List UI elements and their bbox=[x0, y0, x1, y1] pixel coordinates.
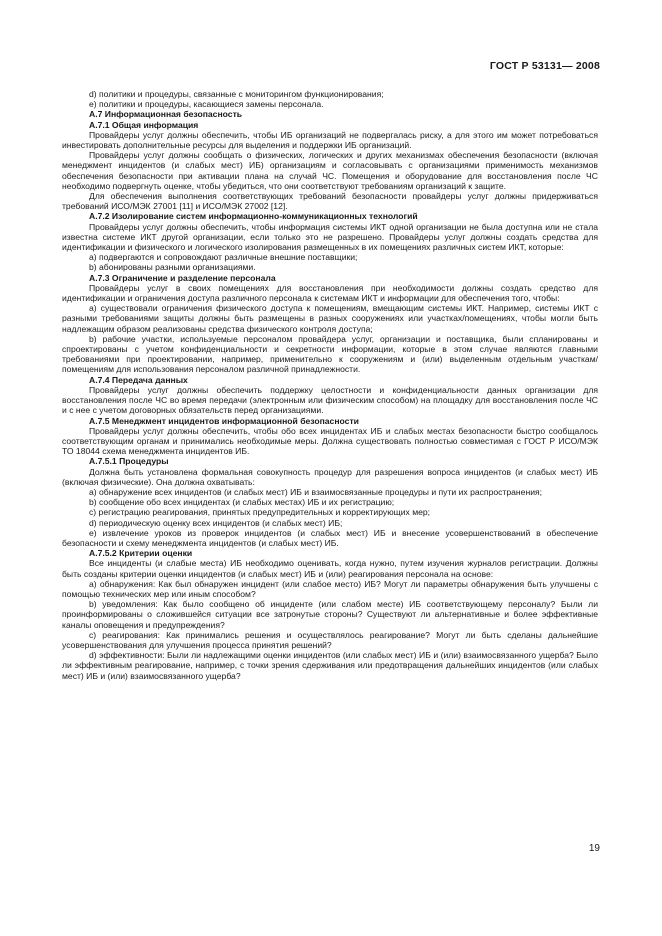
list-item: b) абонированы разными организациями. bbox=[89, 262, 256, 273]
paragraph: Провайдеры услуг должны обеспечить поддержку целостности и конфиденциальности данных организации для восстановления после ЧС во время передачи (электронным или физическим способом) на площадку для восстановления после ЧС и с нее с учетом договорных обязательств перед организациями. bbox=[62, 384, 598, 416]
list-item: b) рабочие участки, используемые персоналом провайдера услуг, организации и поставщика, были спланированы и спроектированы с учетом конфиденциальности и секретности информации, которые в этом случае являются главными требованиями при проектировании, например, применительно к сооружениям и (или) выделенным отдельным участкам/помещениям для использования персоналом различной принадлежности. bbox=[62, 333, 598, 375]
standard-header: ГОСТ Р 53131— 2008 bbox=[489, 60, 600, 72]
paragraph: Провайдеры услуг в своих помещениях для восстановления при необходимости должны создать средство для идентификации и ограничения доступа различного персонала к системам ИКТ и информации для обеспечения того, чтобы: bbox=[62, 282, 598, 304]
heading-a7-1: А.7.1 Общая информация bbox=[89, 119, 199, 130]
heading-a7-5-2: А.7.5.2 Критерии оценки bbox=[89, 548, 193, 559]
list-item: a) существовали ограничения физического доступа к помещениям, вмещающим системы ИКТ. Например, системы ИКТ с разными требованиями защиты должны быть размещены в разных сооружениях или участках/помещениях, чтобы могли быть надлежащим образом реализованы средства физического контроля доступа; bbox=[62, 303, 598, 334]
list-item: c) регистрацию реагирования, принятых предупредительных и корректирующих мер; bbox=[89, 507, 431, 518]
list-item-e-policies-personnel: e) политики и процедуры, касающиеся замены персонала. bbox=[89, 99, 324, 110]
paragraph: Провайдеры услуг должны обеспечить, чтобы ИБ организаций не подвергалась риску, а для этого им может потребоваться инвестировать дополнительные ресурсы для выделения и поддержки ИБ организаций. bbox=[62, 129, 598, 151]
heading-a7: А.7 Информационная безопасность bbox=[89, 109, 243, 120]
heading-a7-2: А.7.2 Изолирование систем информационно-коммуникационных технологий bbox=[89, 211, 418, 222]
page-number: 19 bbox=[588, 843, 600, 854]
paragraph: Все инциденты (и слабые места) ИБ необходимо оценивать, когда нужно, путем изучения журналов регистрации. Должны быть созданы критерии оценки инцидентов (и слабых мест) ИБ и (или) реагирования персонала на основе: bbox=[62, 558, 598, 579]
list-item-d-policies-monitoring: d) политики и процедуры, связанные с мониторингом функционирования; bbox=[89, 89, 384, 99]
list-item: d) эффективности: Были ли надлежащими оценки инцидентов (или слабых мест) ИБ и (или) взаимосвязанного ущерба? Было ли эффективным реагирование, например, с точки зрения сдерживания или предотвращения дальнейших инцидентов (или слабых мест) ИБ и (или) взаимосвязанного ущерба? bbox=[62, 650, 598, 681]
heading-a7-5-1: А.7.5.1 Процедуры bbox=[89, 456, 169, 467]
heading-a7-4: А.7.4 Передача данных bbox=[89, 374, 188, 385]
list-item: e) извлечение уроков из проверок инцидентов (и слабых мест) ИБ и внесение усовершенствований в обеспечение безопасности и схему менеджмента инцидентов (и слабых мест) ИБ. bbox=[62, 527, 598, 548]
paragraph: Должна быть установлена формальная совокупность процедур для разрешения вопроса инцидентов (и слабых мест) ИБ (включая физические). Она должна охватывать: bbox=[62, 466, 598, 487]
list-item: c) реагирования: Как принимались решения и осуществлялось реагирование? Могут ли быть сделаны дальнейшие усовершенствования для улучшения процесса принятия решений? bbox=[62, 629, 598, 650]
paragraph: Для обеспечения выполнения соответствующих требований безопасности провайдеры услуг должны придерживаться требований ИСО/МЭК 27001 [11] и ИСО/МЭК 27002 [12]. bbox=[62, 191, 598, 212]
heading-a7-3: А.7.3 Ограничение и разделение персонала bbox=[89, 272, 276, 283]
list-item: a) обнаружение всех инцидентов (и слабых мест) ИБ и взаимосвязанные процедуры и пути их распространения; bbox=[89, 486, 543, 497]
heading-a7-5: А.7.5 Менеджмент инцидентов информационной безопасности bbox=[89, 415, 359, 426]
list-item: a) подвергаются и сопровождают различные внешние поставщики; bbox=[89, 252, 358, 263]
paragraph: Провайдеры услуг должны сообщать о физических, логических и других механизмах обеспечения безопасности (включая менеджмент инцидентов (и слабых мест) ИБ) организациям и согласовывать с организациями применимость механизмов обеспечения безопасности при активации плана на случай ЧС. Помещения и оборудование для восстановления после ЧС необходимо подвергнуть оценке, чтобы убедиться, что они соответствуют требованиям организаций к защите. bbox=[62, 150, 598, 191]
paragraph: Провайдеры услуг должны обеспечить, чтобы обо всех инцидентах ИБ и слабых местах безопасности быстро сообщалось соответствующим органам и принимались необходимые меры. Должна существовать полностью совместимая с ГОСТ Р ИСО/МЭК ТО 18044 схема менеджмента инцидентов ИБ. bbox=[62, 425, 598, 457]
list-item: b) уведомления: Как было сообщено об инциденте (или слабом месте) ИБ соответствующему персоналу? Были ли проинформированы о сложившейся ситуации все затронутые стороны? Существуют ли альтернативные и более эффективные каналы оповещения и предупреждения? bbox=[62, 599, 598, 630]
list-item: a) обнаружения: Как был обнаружен инцидент (или слабое место) ИБ? Могут ли параметры обнаружения быть улучшены с помощью технических мер или иным способом? bbox=[62, 578, 598, 599]
list-item: d) периодическую оценку всех инцидентов (и слабых мест) ИБ; bbox=[89, 517, 343, 528]
document-body bbox=[62, 89, 598, 681]
list-item: b) сообщение обо всех инцидентах (и слабых местах) ИБ и их регистрацию; bbox=[89, 497, 395, 508]
paragraph: Провайдеры услуг должны обеспечить, чтобы информация системы ИКТ одной организации не была доступна или не стала известна системе ИКТ другой организации, если только это не разрешено. Провайдеры услуг должны создать средства для идентификации и физического и логического изолирования размещенных в их помещениях различных систем ИКТ, которые: bbox=[62, 221, 598, 253]
